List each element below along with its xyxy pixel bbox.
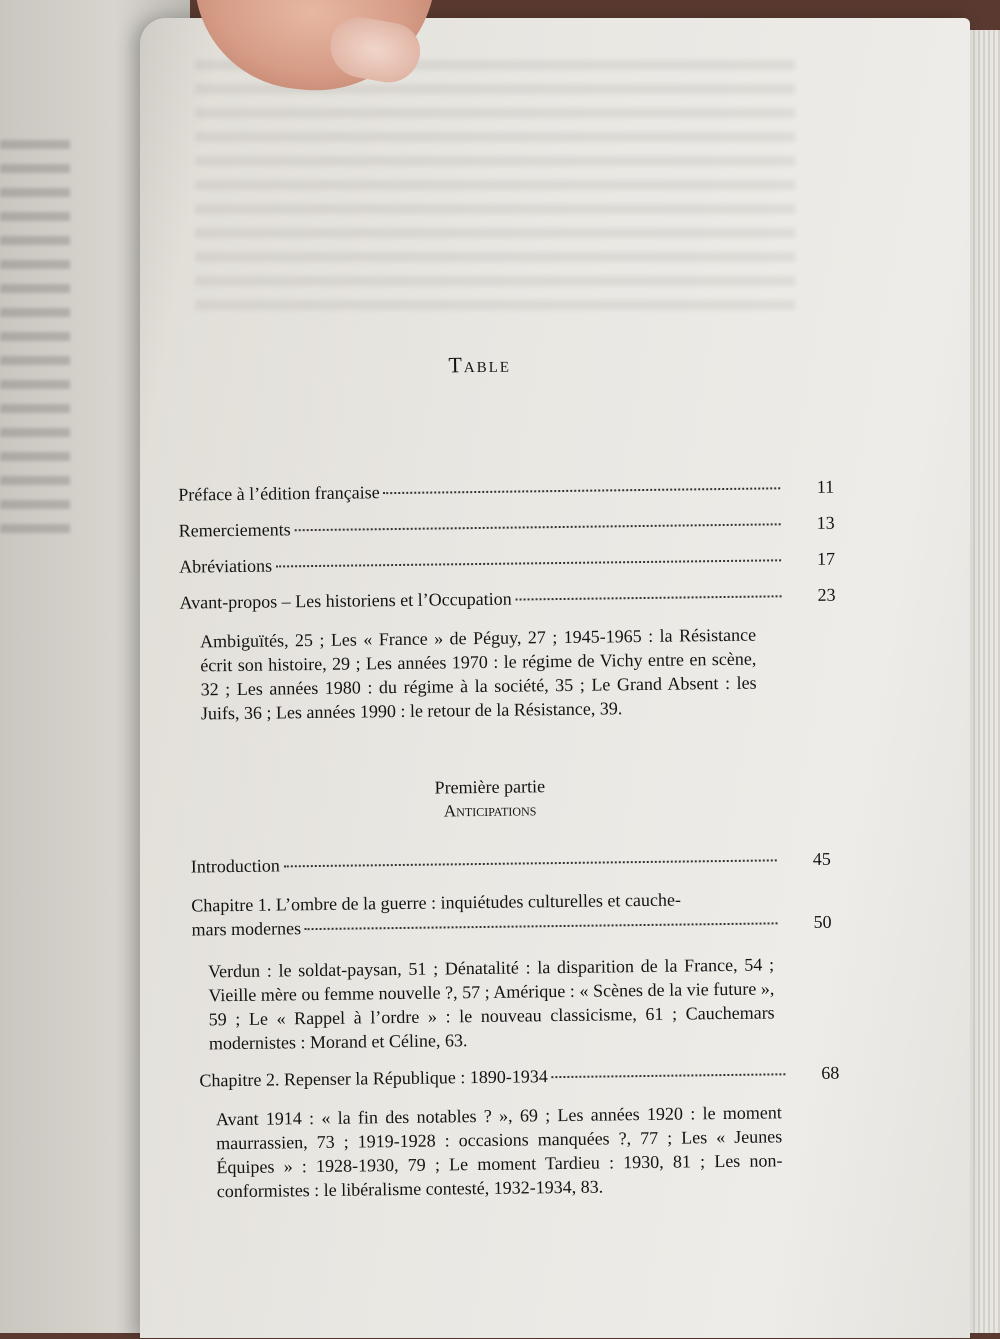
toc-entry-chapter-1 (191, 886, 832, 942)
toc-entry-page: 17 (816, 548, 836, 569)
toc-entry-page: 23 (817, 584, 836, 605)
chapter-2-description: Avant 1914 : « la fin des notables ? », 69 ; Les années 1920 : le moment maurrassien, 73 ; 1919-1928 : occasions manquées ?, 77 ; Les « Jeunes Équipes » : 1928-1930, 79 ; Le moment Tardieu : 1930, 81 ; Les non-conformistes : le libéralisme contesté, 1932-1934, 83. (215, 1102, 783, 1202)
toc-entry-page: 13 (816, 512, 835, 533)
toc-entry-label: Avant-propos – Les historiens et l’Occupation (179, 588, 512, 613)
leader-dots (552, 1073, 786, 1078)
toc-entry-avant-propos (179, 584, 835, 614)
leader-dots (295, 523, 781, 531)
toc-entry-abreviations (179, 548, 835, 578)
part-heading (330, 773, 651, 825)
toc-entry-chapter-2 (199, 1062, 839, 1092)
toc-entry-label: Abréviations (179, 555, 273, 577)
toc-entry-page: 45 (812, 848, 831, 869)
leader-dots (305, 922, 778, 930)
leader-dots (516, 595, 782, 600)
toc-entry-page: 50 (813, 911, 832, 932)
chapter-1-description: Verdun : le soldat-paysan, 51 ; Dénatalité : la disparition de la France, 54 ; Vieille mère ou femme nouvelle ?, 57 ; Amérique : « Scènes de la vie future », 59 ; Le « Rappel à l’ordre » : le nouveau classicisme, 61 ; Cauchemars modernistes : Morand et Céline, 63. (207, 954, 775, 1054)
leader-dots (276, 559, 781, 567)
chapter-1-title-line-2: mars modernes (191, 918, 302, 940)
toc-entry-label: Remerciements (178, 519, 291, 541)
part-subtitle: Anticipations (443, 800, 537, 821)
toc-entry-page: 68 (821, 1062, 840, 1083)
toc-entry-page: 11 (816, 476, 835, 497)
avant-propos-description: Ambiguïtés, 25 ; Les « France » de Péguy, 27 ; 1945-1965 : la Résistance écrit son histoire, 29 ; Les années 1970 : le régime de Vichy entre en scène, 32 ; Les années 1980 : du régime à la société, 35 ; Le Grand Absent : les Juifs, 36 ; Les années 1990 : le retour de la Résistance, 39. (199, 624, 757, 724)
toc-entry-label: Préface à l’édition française (178, 482, 380, 505)
toc-entry-introduction (191, 848, 831, 878)
part-title: Première partie (434, 776, 546, 798)
leader-dots (384, 487, 781, 494)
toc-title: Table (448, 351, 512, 378)
toc-entry-label: Introduction (190, 855, 280, 877)
chapter-1-title-line-1: Chapitre 1. L’ombre de la guerre : inquiétudes culturelles et cauche- (191, 889, 682, 916)
toc-entry-preface (178, 476, 834, 506)
toc-entry-label: Chapitre 2. Repenser la République : 1890-1934 (199, 1066, 548, 1091)
toc-entry-remerciements (179, 512, 835, 542)
leader-dots (284, 859, 777, 867)
